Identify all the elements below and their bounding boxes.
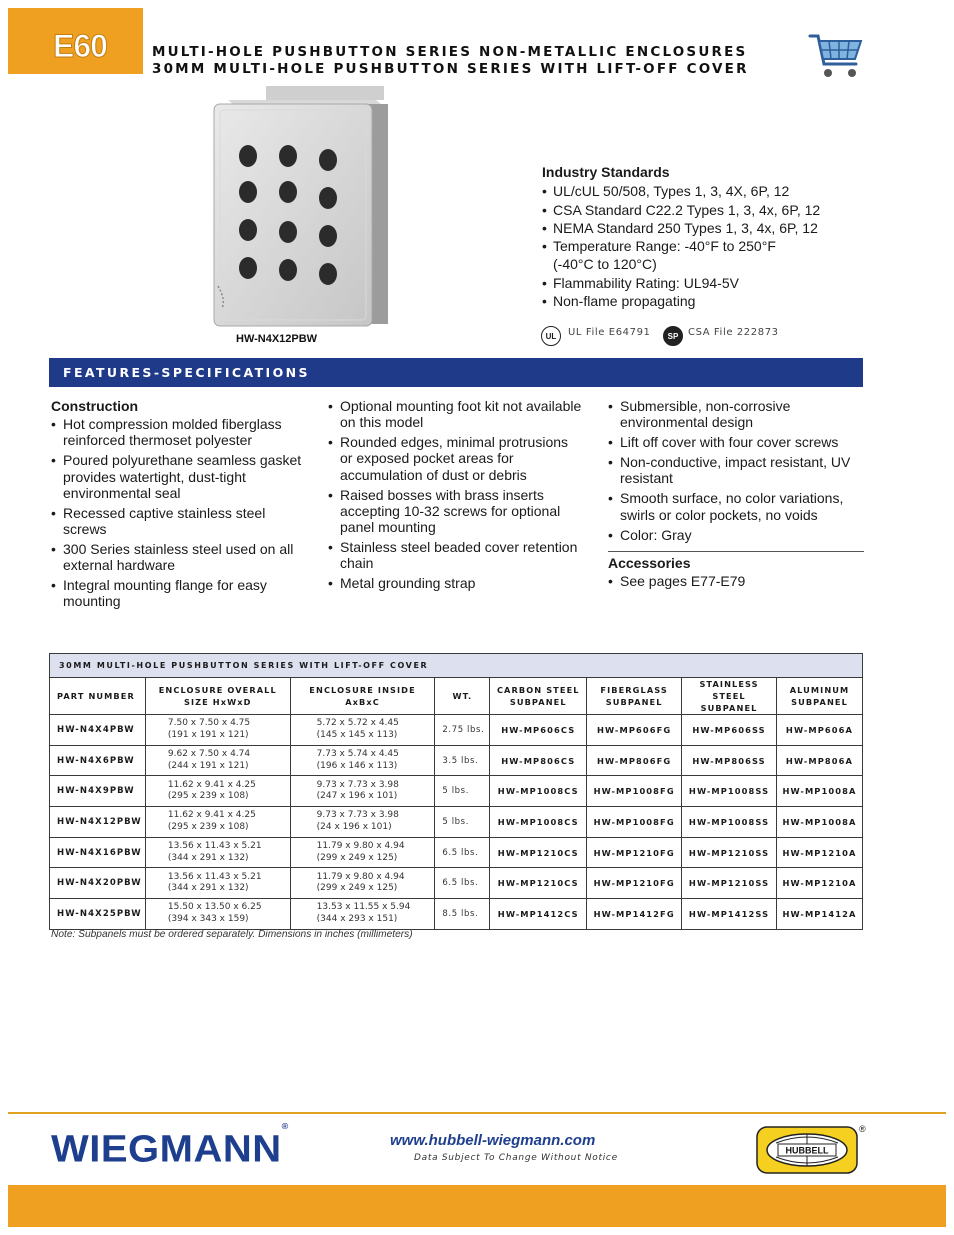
inside-size-inches: 11.79 x 9.80 x 4.94	[316, 871, 405, 882]
feature-item: • Color: Gray	[608, 527, 864, 543]
overall-size-mm: (394 x 343 x 159)	[167, 913, 249, 924]
overall-size	[145, 776, 290, 807]
table-row	[50, 776, 863, 807]
part-number: HW-N4X16PBW	[50, 837, 146, 868]
disclaimer: Data Subject To Change Without Notice	[414, 1153, 618, 1163]
header-stainless-1: STAINLESS STEEL	[699, 679, 759, 701]
inside-size-inches: 13.53 x 11.55 x 5.94	[316, 902, 411, 913]
inside-size	[290, 807, 435, 838]
inside-size-inches: 9.73 x 7.73 x 3.98	[316, 779, 399, 790]
standards-item: • NEMA Standard 250 Types 1, 3, 4x, 6P, 12	[542, 219, 862, 237]
overall-size-mm: (344 x 291 x 132)	[167, 852, 249, 863]
weight: 6.5 lbs.	[435, 837, 490, 868]
col-header-fiberglass	[587, 678, 682, 715]
inside-size-mm: (145 x 145 x 113)	[316, 729, 398, 740]
footer-bar	[8, 1185, 946, 1227]
fiberglass-subpanel: HW-MP1412FG	[587, 899, 682, 930]
inside-size	[290, 715, 435, 746]
aluminum-subpanel: HW-MP1412A	[777, 899, 863, 930]
table-row	[50, 807, 863, 838]
standards-item: • CSA Standard C22.2 Types 1, 3, 4x, 6P, 12	[542, 201, 862, 219]
header-line-1: MULTI-HOLE PUSHBUTTON SERIES NON-METALLIC ENCLOSURES	[152, 44, 748, 60]
feature-item: • Lift off cover with four cover screws	[608, 434, 864, 450]
standards-item: • Flammability Rating: UL94-5V	[542, 274, 862, 292]
col-header-part: PART NUMBER	[50, 678, 146, 715]
section-title: FEATURES-SPECIFICATIONS	[63, 365, 310, 380]
header-aluminum-2: SUBPANEL	[791, 697, 848, 707]
stainless-subpanel: HW-MP1210SS	[682, 868, 777, 899]
accessories-link[interactable]: • See pages E77-E79	[608, 573, 864, 589]
construction-heading: Construction	[51, 398, 139, 414]
overall-size-mm: (295 x 239 x 108)	[167, 791, 249, 802]
header-overall-2: SIZE HxWxD	[183, 697, 252, 707]
inside-size-inches: 5.72 x 5.72 x 4.45	[316, 718, 399, 729]
part-number: HW-N4X25PBW	[50, 899, 146, 930]
overall-size	[145, 745, 290, 776]
inside-size	[290, 837, 435, 868]
page-tag	[8, 8, 143, 74]
logo-text: WIEGMANN	[51, 1128, 282, 1170]
carbon-steel-subpanel: HW-MP606CS	[490, 715, 587, 746]
col-header-carbon	[490, 678, 587, 715]
inside-size-mm: (24 x 196 x 101)	[316, 821, 392, 832]
part-number: HW-N4X4PBW	[50, 715, 146, 746]
overall-size	[145, 807, 290, 838]
header-line-2: 30MM MULTI-HOLE PUSHBUTTON SERIES WITH LIFT-OFF COVER	[152, 61, 749, 77]
inside-size	[290, 868, 435, 899]
inside-size-mm: (299 x 249 x 125)	[316, 883, 398, 894]
hubbell-logo	[756, 1126, 858, 1174]
table-caption: 30MM MULTI-HOLE PUSHBUTTON SERIES WITH LIFT-OFF COVER	[50, 654, 863, 678]
stainless-subpanel: HW-MP1008SS	[682, 807, 777, 838]
carbon-steel-subpanel: HW-MP1412CS	[490, 899, 587, 930]
feature-item: • Raised bosses with brass inserts accepting 10-32 screws for optional panel mounting	[328, 487, 584, 536]
overall-size	[145, 715, 290, 746]
overall-size-mm: (191 x 191 x 121)	[167, 729, 249, 740]
part-number: HW-N4X12PBW	[50, 807, 146, 838]
wiegmann-logo	[51, 1121, 289, 1171]
feature-item: • Recessed captive stainless steel screws	[51, 505, 303, 537]
header-fiberglass-1: FIBERGLASS	[600, 685, 668, 695]
ul-file: UL File E64791	[568, 327, 651, 338]
carbon-steel-subpanel: HW-MP806CS	[490, 745, 587, 776]
fiberglass-subpanel: HW-MP1210FG	[587, 837, 682, 868]
spec-table	[49, 653, 863, 930]
features-column-3	[608, 398, 864, 593]
aluminum-subpanel: HW-MP1210A	[777, 837, 863, 868]
part-number: HW-N4X6PBW	[50, 745, 146, 776]
hubbell-wordmark: HUBBELL	[785, 1145, 829, 1156]
feature-item: • Smooth surface, no color variations, swirls or color pockets, no voids	[608, 490, 864, 522]
inside-size-inches: 9.73 x 7.73 x 3.98	[316, 810, 399, 821]
table-row	[50, 745, 863, 776]
inside-size-mm: (247 x 196 x 101)	[316, 791, 398, 802]
stainless-subpanel: HW-MP1412SS	[682, 899, 777, 930]
weight: 3.5 lbs.	[435, 745, 490, 776]
col-header-inside	[290, 678, 435, 715]
inside-size	[290, 745, 435, 776]
table-body	[50, 715, 863, 930]
overall-size-mm: (244 x 191 x 121)	[167, 760, 249, 771]
website-link[interactable]: www.hubbell-wiegmann.com	[390, 1132, 596, 1149]
csa-file: CSA File 222873	[688, 327, 779, 338]
inside-size	[290, 899, 435, 930]
csa-logo-icon	[663, 326, 683, 346]
inside-size-mm: (299 x 249 x 125)	[316, 852, 398, 863]
fiberglass-subpanel: HW-MP806FG	[587, 745, 682, 776]
standards-item: • Non-flame propagating	[542, 292, 862, 310]
features-column-2	[328, 398, 584, 595]
inside-size-mm: (344 x 293 x 151)	[316, 913, 398, 924]
industry-standards	[542, 163, 862, 310]
header-fiberglass-2: SUBPANEL	[605, 697, 663, 707]
standards-heading: Industry Standards	[542, 164, 670, 180]
overall-size-inches: 7.50 x 7.50 x 4.75	[167, 718, 251, 729]
feature-item: • Rounded edges, minimal protrusions or exposed pocket areas for accumulation of dust or debris	[328, 434, 584, 483]
part-number: HW-N4X9PBW	[50, 776, 146, 807]
aluminum-subpanel: HW-MP606A	[777, 715, 863, 746]
overall-size	[145, 868, 290, 899]
overall-size-mm: (295 x 239 x 108)	[167, 821, 249, 832]
fiberglass-subpanel: HW-MP606FG	[587, 715, 682, 746]
ul-logo-icon	[541, 326, 561, 346]
col-header-stainless	[682, 678, 777, 715]
carbon-steel-subpanel: HW-MP1008CS	[490, 807, 587, 838]
stainless-subpanel: HW-MP1008SS	[682, 776, 777, 807]
temp-range-f: Temperature Range: -40°F to 250°F	[553, 238, 776, 255]
overall-size-inches: 11.62 x 9.41 x 4.25	[167, 779, 256, 790]
feature-item: • Non-conductive, impact resistant, UV resistant	[608, 454, 864, 486]
stainless-subpanel: HW-MP806SS	[682, 745, 777, 776]
weight: 5 lbs.	[435, 807, 490, 838]
feature-item: • 300 Series stainless steel used on all external hardware	[51, 541, 303, 573]
hubbell-registered-mark: ®	[859, 1124, 866, 1134]
header-aluminum-1: ALUMINUM	[789, 685, 850, 695]
section-header	[49, 358, 863, 387]
standards-item	[542, 237, 862, 274]
overall-size-mm: (344 x 291 x 132)	[167, 883, 249, 894]
photo-caption: HW-N4X12PBW	[236, 333, 318, 345]
inside-size	[290, 776, 435, 807]
standards-item: • UL/cUL 50/508, Types 1, 3, 4X, 6P, 12	[542, 182, 862, 200]
col-header-wt: WT.	[435, 678, 490, 715]
header-carbon-1: CARBON STEEL	[496, 685, 580, 695]
enclosure-photo	[208, 82, 394, 334]
overall-size	[145, 837, 290, 868]
weight: 2.75 lbs.	[435, 715, 490, 746]
accessories-heading: Accessories	[608, 554, 691, 571]
table-note: Note: Subpanels must be ordered separately. Dimensions in inches (millimeters)	[51, 929, 413, 940]
features-column-1	[51, 398, 303, 613]
overall-size-inches: 15.50 x 13.50 x 6.25	[167, 902, 262, 913]
stainless-subpanel: HW-MP606SS	[682, 715, 777, 746]
header-stainless-2: SUBPANEL	[700, 703, 758, 713]
header-titles	[152, 44, 749, 78]
carbon-steel-subpanel: HW-MP1008CS	[490, 776, 587, 807]
weight: 8.5 lbs.	[435, 899, 490, 930]
inside-size-inches: 7.73 x 5.74 x 4.45	[316, 749, 399, 760]
overall-size	[145, 899, 290, 930]
csa-mark: SP	[667, 331, 679, 341]
carbon-steel-subpanel: HW-MP1210CS	[490, 837, 587, 868]
col-header-aluminum	[777, 678, 863, 715]
ul-mark: UL	[545, 331, 557, 341]
shopping-cart-icon[interactable]	[808, 32, 864, 80]
feature-item: • Integral mounting flange for easy mounting	[51, 577, 303, 609]
logo-registered-mark: ®	[281, 1121, 289, 1131]
aluminum-subpanel: HW-MP1210A	[777, 868, 863, 899]
overall-size-inches: 13.56 x 11.43 x 5.21	[167, 871, 262, 882]
weight: 6.5 lbs.	[435, 868, 490, 899]
header-carbon-2: SUBPANEL	[509, 697, 567, 707]
table-row	[50, 715, 863, 746]
header-overall-1: ENCLOSURE OVERALL	[158, 685, 277, 695]
footer-divider	[8, 1112, 946, 1114]
part-number: HW-N4X20PBW	[50, 868, 146, 899]
feature-item: • Submersible, non-corrosive environmental design	[608, 398, 864, 430]
stainless-subpanel: HW-MP1210SS	[682, 837, 777, 868]
fiberglass-subpanel: HW-MP1008FG	[587, 807, 682, 838]
accessories-section	[608, 551, 864, 589]
col-header-overall	[145, 678, 290, 715]
feature-item: • Optional mounting foot kit not available on this model	[328, 398, 584, 430]
temp-range-c: (-40°C to 120°C)	[553, 256, 657, 273]
overall-size-inches: 9.62 x 7.50 x 4.74	[167, 749, 251, 760]
feature-item: • Poured polyurethane seamless gasket provides watertight, dust-tight environmental seal	[51, 452, 303, 501]
inside-size-mm: (196 x 146 x 113)	[316, 760, 398, 771]
aluminum-subpanel: HW-MP1008A	[777, 776, 863, 807]
page-number: E60	[53, 28, 107, 64]
header-inside-2: AxBxC	[345, 697, 380, 707]
feature-item: • Metal grounding strap	[328, 575, 584, 591]
aluminum-subpanel: HW-MP1008A	[777, 807, 863, 838]
carbon-steel-subpanel: HW-MP1210CS	[490, 868, 587, 899]
feature-item: • Hot compression molded fiberglass reinforced thermoset polyester	[51, 416, 303, 448]
table-row	[50, 899, 863, 930]
table-row	[50, 868, 863, 899]
fiberglass-subpanel: HW-MP1008FG	[587, 776, 682, 807]
feature-item: • Stainless steel beaded cover retention chain	[328, 539, 584, 571]
overall-size-inches: 13.56 x 11.43 x 5.21	[167, 841, 262, 852]
table-header-row	[50, 678, 863, 715]
aluminum-subpanel: HW-MP806A	[777, 745, 863, 776]
overall-size-inches: 11.62 x 9.41 x 4.25	[167, 810, 256, 821]
inside-size-inches: 11.79 x 9.80 x 4.94	[316, 841, 405, 852]
header-inside-1: ENCLOSURE INSIDE	[309, 685, 416, 695]
table-row	[50, 837, 863, 868]
fiberglass-subpanel: HW-MP1210FG	[587, 868, 682, 899]
weight: 5 lbs.	[435, 776, 490, 807]
